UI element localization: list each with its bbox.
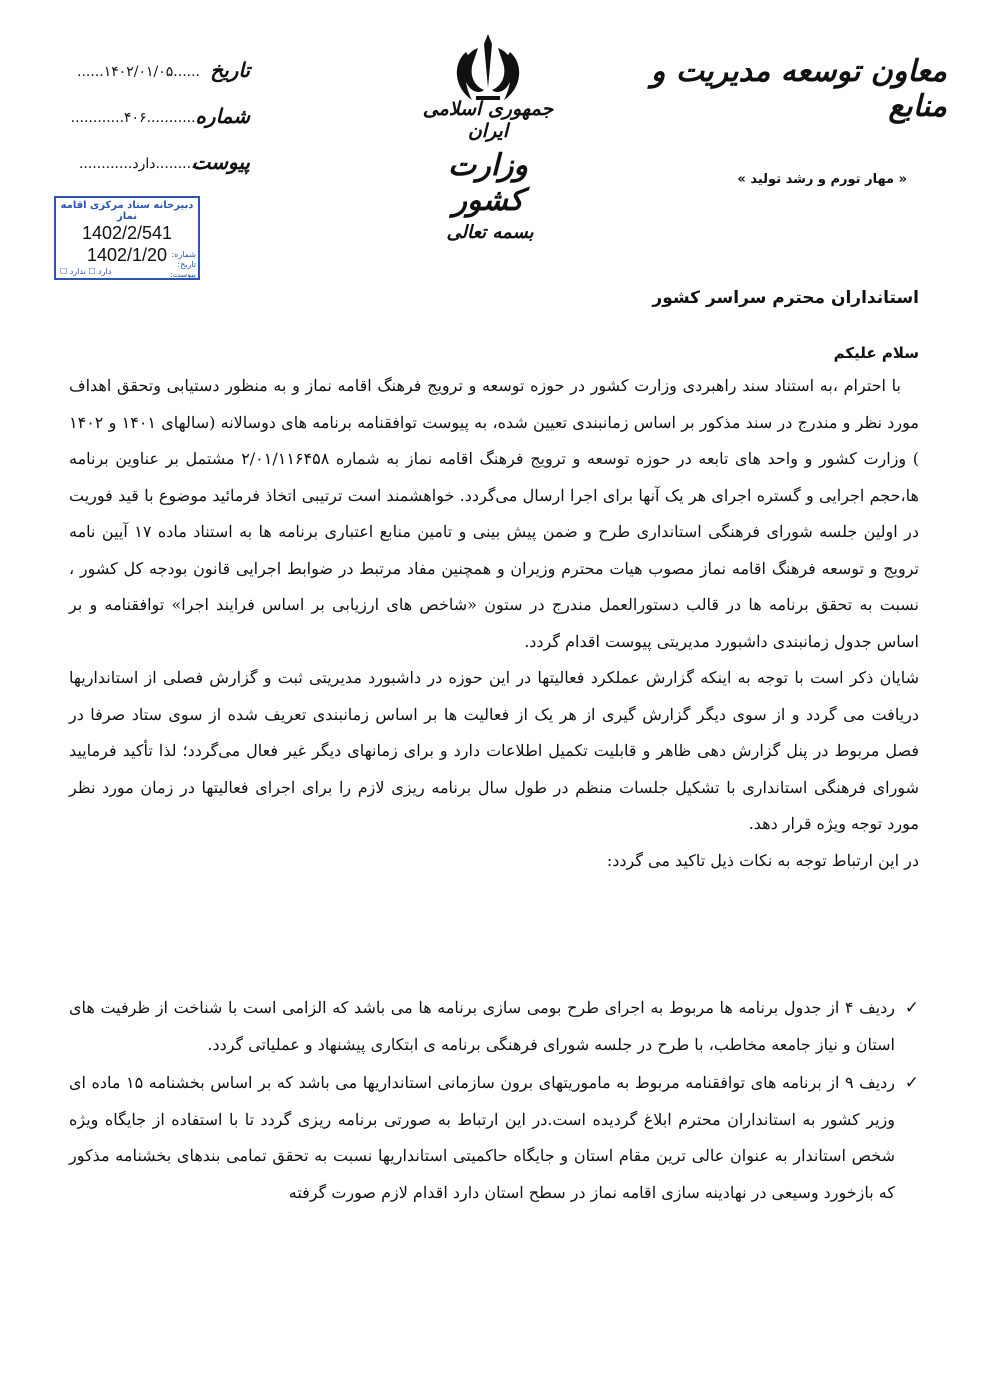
date-row — [30, 58, 250, 104]
attachment-value: ............دارد.......... — [78, 156, 200, 172]
ministry-title: وزارت کشور — [447, 148, 529, 218]
bismillah: بسمه تعالی — [446, 222, 534, 243]
stamp-side-number-label: شماره: — [171, 250, 196, 259]
attachment-label: پیوست — [191, 150, 250, 174]
list-item — [69, 990, 919, 1063]
republic-title: جمهوری اسلامی ایران — [422, 98, 554, 142]
stamp-side-date-label: تاریخ: — [177, 260, 196, 269]
paragraph-2: شایان ذکر است با توجه به اینکه گزارش عملکرد فعالیتها در این حوزه در داشبورد مدیریتی ثبت و گزارش فصلی از استانداریها دریافت می گردد و از سوی دیگر گزارش گیری از هر یک از فعالیت ها بر اساس زمانبندی تعریف شده از سوی ستاد صرفا در فصل مربوط در پنل گزارش دهی ظاهر و قابلیت تکمیل اطلاعات دارد و برای زمانهای دیگر غیر فعال می‌گردد؛ لذا تأکید فرمایید شورای فرهنگی استانداری با تشکیل جلسات منظم در طول سال برنامه ریزی لازم را برای اجرای فعالیتها در زمان مورد نظر مورد توجه ویژه قرار دهد. — [69, 668, 919, 833]
bullet-list — [69, 990, 919, 1213]
attachment-row — [30, 150, 250, 196]
list-item — [69, 1065, 919, 1211]
stamp-title: دبیرخانه ستاد مرکزی اقامه نماز — [60, 200, 194, 222]
paragraph-3: در این ارتباط توجه به نکات ذیل تاکید می گردد: — [606, 850, 919, 870]
checkmark-icon: ✓ — [904, 1073, 919, 1093]
stamp-footer: دارد ☐ ندارد ☐ — [60, 267, 112, 276]
stamp-number: 1402/2/541 — [81, 223, 173, 243]
greeting: سلام علیکم — [833, 344, 919, 362]
paragraph-1: با احترام ،به استناد سند راهبردی وزارت کشور در حوزه توسعه و ترویج فرهنگ اقامه نماز و به منظور دستیابی وتحقق اهداف مورد نظر و مندرج در سند مذکور بر اساس زمانبندی تعیین شده، به پیوست توافقنامه برنامه های دوسالانه (سالهای ۱۴۰۱ و ۱۴۰۲ ) وزارت کشور و واحد های تابعه در حوزه توسعه و ترویج فرهنگ اقامه نماز به شماره ۲/۰۱/۱۱۶۴۵۸ مشتمل بر عناوین برنامه ها،حجم اجرایی و گستره اجرای هر یک آنها برای اجرا ارسال می‌گردد. خواهشمند است ترتیبی اتخاذ فرمائید موضوع با قید فوریت در اولین جلسه شورای فرهنگی استانداری طرح و ضمن پیش بینی و تامین منابع اعتباری برنامه ها به استناد ماده ۱۷ آیین نامه ترویج و توسعه فرهنگ اقامه نماز مصوب هیات محترم وزیران و همچنین مفاد مرتبط در ضوابط اجرایی قانون بودجه کل کشور ، نسبت به تحقق برنامه ها در قالب دستورالعمل مندرج در ستون «شاخص های ارزیابی بر اساس فرایند اجرا» توافقنامه و بر اساس جدول زمانبندی داشبورد مدیریتی پیوست اقدام گردد. — [69, 376, 920, 651]
stamp-date: 1402/1/20 — [86, 245, 168, 265]
number-row — [30, 104, 250, 150]
letter-body — [69, 368, 919, 879]
bullet-text: ردیف ۹ از برنامه های توافقنامه مربوط به ماموریتهای برون سازمانی استانداریها می باشد که بر اساس بخشنامه ۱۵ ماده ای وزیر کشور به استانداران محترم ابلاغ گردیده است.در این ارتباط به صورتی برنامه ریزی گردد تا با استفاده از جایگاه ویژه شخص استاندار به عنوان عالی ترین مقام استان و جایگاه حاکمیتی استانداریها نسبت به تحقق تمامی بندهای بخشنامه مذکور که بازخورد وسیعی در نهادینه سازی اقامه نماز در سطح استان دارد اقدام لازم صورت گرفته — [69, 1073, 896, 1202]
date-label: تاریخ — [210, 58, 250, 82]
registry-stamp — [54, 196, 200, 280]
stamp-side-attachment-label: پیوست: — [169, 270, 196, 279]
number-value: ............۴۰۶............ — [70, 110, 200, 126]
stamp-side-labels — [170, 250, 196, 280]
number-label: شماره — [195, 104, 250, 128]
checkmark-icon: ✓ — [904, 998, 919, 1018]
iran-emblem-icon — [448, 30, 528, 106]
year-slogan: « مهار تورم و رشد تولید » — [737, 172, 907, 187]
deputy-title: معاون توسعه مدیریت و منابع — [650, 54, 947, 124]
letter-meta — [30, 58, 250, 196]
addressee: استانداران محترم سراسر کشور — [652, 288, 919, 308]
date-value: ......۱۴۰۲/۰۱/۰۵...... — [77, 64, 200, 80]
bullet-text: ردیف ۴ از جدول برنامه ها مربوط به اجرای طرح بومی سازی برنامه ها می باشد که الزامی است با شناخت از ظرفیت های استان و نیاز جامعه مخاطب، با طرح در جلسه شورای فرهنگی برنامه ی ابتکاری پیشنهاد و عملیاتی گردد. — [69, 998, 896, 1054]
